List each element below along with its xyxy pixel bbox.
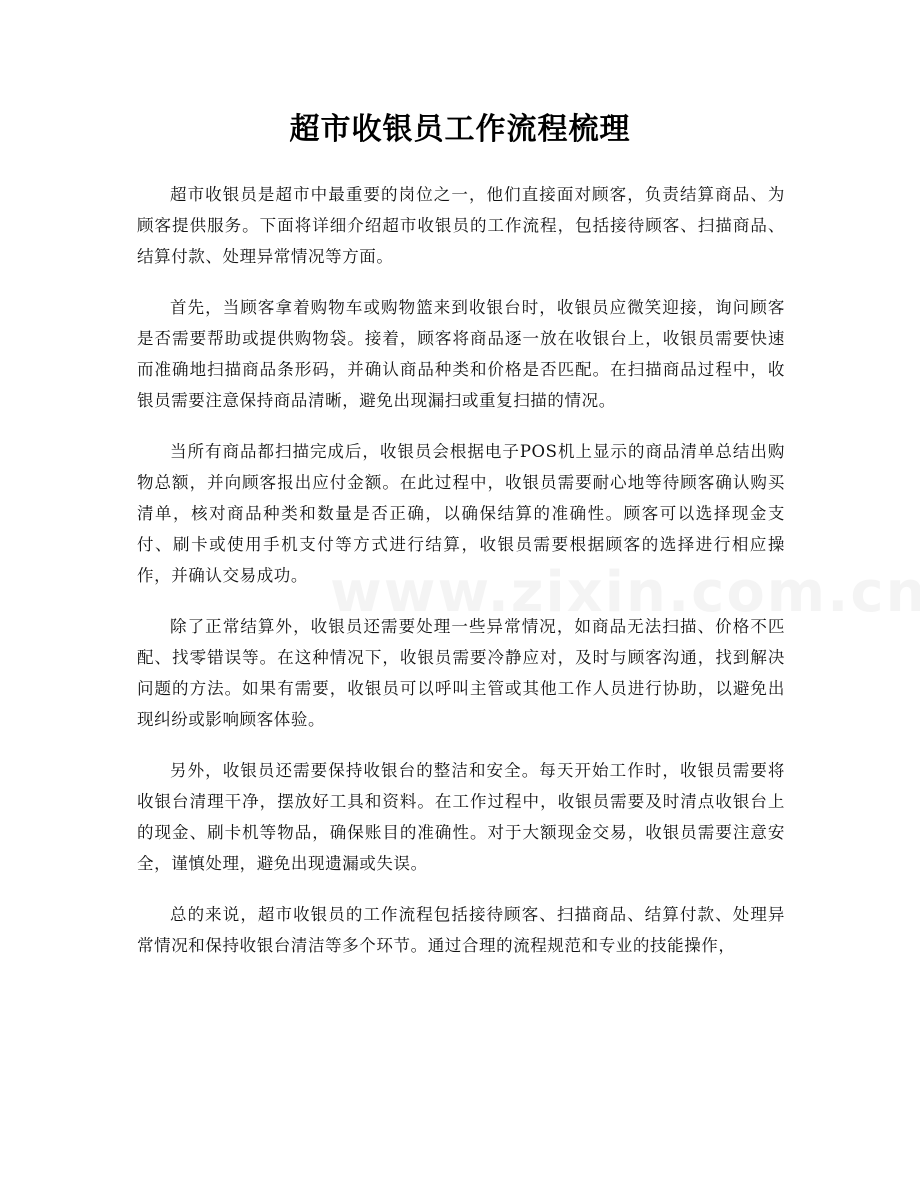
paragraph-intro: 超市收银员是超市中最重要的岗位之一，他们直接面对顾客，负责结算商品、为顾客提供服务。下面将详细介绍超市收银员的工作流程，包括接待顾客、扫描商品、结算付款、处理异常情况等方面。 bbox=[137, 185, 785, 266]
document-body bbox=[137, 179, 785, 981]
paragraph-summary: 总的来说，超市收银员的工作流程包括接待顾客、扫描商品、结算付款、处理异常情况和保持收银台清洁等多个环节。通过合理的流程规范和专业的技能操作， bbox=[137, 905, 785, 955]
paragraph-greeting-scanning: 首先，当顾客拿着购物车或购物篮来到收银台时，收银员应微笑迎接，询问顾客是否需要帮助或提供购物袋。接着，顾客将商品逐一放在收银台上，收银员需要快速而准确地扫描商品条形码，并确认商品种类和价格是否匹配。在扫描商品过程中，收银员需要注意保持商品清晰，避免出现漏扫或重复扫描的情况。 bbox=[137, 298, 785, 410]
paragraph-exceptions: 除了正常结算外，收银员还需要处理一些异常情况，如商品无法扫描、价格不匹配、找零错误等。在这种情况下，收银员需要冷静应对，及时与顾客沟通，找到解决问题的方法。如果有需要，收银员可以呼叫主管或其他工作人员进行协助，以避免出现纠纷或影响顾客体验。 bbox=[137, 617, 785, 729]
paragraph-cleanliness-safety: 另外，收银员还需要保持收银台的整洁和安全。每天开始工作时，收银员需要将收银台清理干净，摆放好工具和资料。在工作过程中，收银员需要及时清点收银台上的现金、刷卡机等物品，确保账目的准确性。对于大额现金交易，收银员需要注意安全，谨慎处理，避免出现遗漏或失误。 bbox=[137, 761, 785, 873]
paragraph-payment: 当所有商品都扫描完成后，收银员会根据电子POS机上显示的商品清单总结出购物总额，并向顾客报出应付金额。在此过程中，收银员需要耐心地等待顾客确认购买清单，核对商品种类和数量是否正确，以确保结算的准确性。顾客可以选择现金支付、刷卡或使用手机支付等方式进行结算，收银员需要根据顾客的选择进行相应操作，并确认交易成功。 bbox=[137, 442, 785, 585]
page-title: 超市收银员工作流程梳理 bbox=[289, 112, 631, 147]
